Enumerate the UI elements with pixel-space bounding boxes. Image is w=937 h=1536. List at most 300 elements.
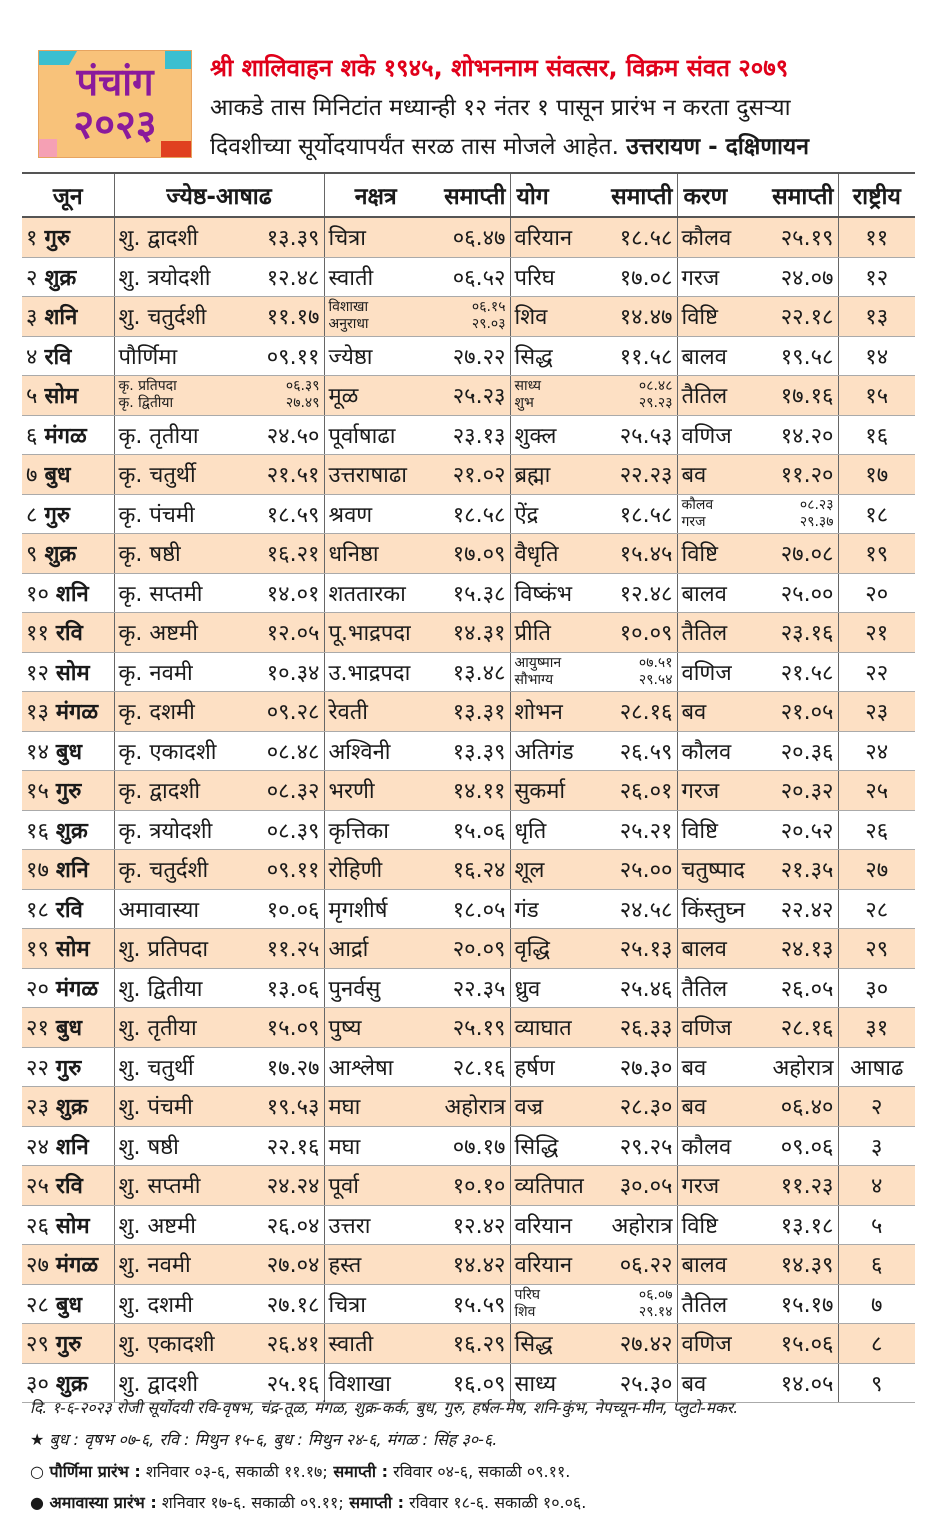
header-note-line1: आकडे तास मिनिटांत मध्यान्ही १२ नंतर १ पासून प्रारंभ न करता दुसऱ्या (210, 95, 791, 121)
table-row (22, 771, 915, 811)
nakshatra-cell (324, 297, 427, 337)
nakshatra-end-cell: ०६.४७ (427, 217, 510, 257)
tithi-end: २७.०४ (266, 1253, 320, 1279)
logo-title: पंचांग (76, 60, 154, 104)
nakshatra-cell: मघा (324, 1126, 427, 1166)
header (0, 0, 937, 170)
yoga-cell: व्याघात (510, 1008, 604, 1048)
tithi-name-1: कृ. प्रतिपदा (118, 378, 177, 395)
yoga-cell (510, 1284, 604, 1324)
nakshatra-end-cell: ०६.५२ (427, 257, 510, 297)
tithi-cell (114, 297, 324, 337)
date-number: २ (26, 265, 38, 291)
nakshatra-cell-2: अनुराधा (328, 316, 369, 333)
table-row (22, 850, 915, 890)
tithi-end: १९.५३ (266, 1095, 320, 1121)
rashtriya-date-cell: ४ (838, 1166, 915, 1206)
date-number: २४ (26, 1134, 49, 1160)
yoga-end-cell: २९.२५ (604, 1126, 677, 1166)
nakshatra-cell: पूर्वा (324, 1166, 427, 1206)
date-cell (22, 297, 114, 337)
nakshatra-cell: हस्त (324, 1245, 427, 1285)
tithi-name: पौर्णिमा (118, 344, 178, 370)
nakshatra-end-cell (427, 297, 510, 337)
col-header-yoga: योग (510, 173, 604, 217)
nakshatra-end-cell: २५.१९ (427, 1008, 510, 1048)
tithi-end: १८.५९ (266, 502, 320, 528)
tithi-cell (114, 810, 324, 850)
yoga-cell: सुकर्मा (510, 771, 604, 811)
table-row (22, 494, 915, 534)
yoga-end-cell: १४.४७ (604, 297, 677, 337)
tithi-cell (114, 494, 324, 534)
nakshatra-cell: मृगशीर्ष (324, 889, 427, 929)
karana-end-cell: ०६.४० (765, 1087, 838, 1127)
tithi-end: १०.३४ (266, 660, 320, 686)
date-number: २८ (26, 1292, 49, 1318)
col-header-karana: करण (677, 173, 765, 217)
yoga-end-cell: २६.५९ (604, 731, 677, 771)
yoga-cell: वज्र (510, 1087, 604, 1127)
nakshatra-cell: विशाखा (324, 1363, 427, 1403)
nakshatra-cell: मूळ (324, 376, 427, 416)
karana-cell: वणिज (677, 415, 765, 455)
tithi-name-2: कृ. द्वितीया (118, 395, 174, 412)
tithi-name: कृ. षष्ठी (118, 542, 181, 568)
yoga-end-cell: १०.०९ (604, 613, 677, 653)
tithi-cell (114, 1047, 324, 1087)
col-header-karana-end: समाप्ती (765, 173, 838, 217)
nakshatra-end-cell: १६.०९ (427, 1363, 510, 1403)
tithi-cell (114, 771, 324, 811)
tithi-cell (114, 1126, 324, 1166)
date-number: १८ (26, 897, 49, 923)
rashtriya-date-cell: १८ (838, 494, 915, 534)
rashtriya-date-cell: ९ (838, 1363, 915, 1403)
karana-end-cell: १४.३९ (765, 1245, 838, 1285)
date-cell (22, 376, 114, 416)
table-row (22, 1245, 915, 1285)
weekday: रवि (55, 1174, 83, 1200)
tithi-end: १२.४८ (266, 265, 320, 291)
col-header-tithi: ज्येष्ठ-आषाढ (114, 173, 324, 217)
table-row (22, 455, 915, 495)
rashtriya-date-cell: १२ (838, 257, 915, 297)
table-row (22, 810, 915, 850)
date-cell (22, 336, 114, 376)
yoga-end-cell-1: ०६.०७ (638, 1286, 673, 1303)
tithi-cell (114, 217, 324, 257)
karana-cell: गरज (677, 771, 765, 811)
tithi-end: २४.२४ (266, 1174, 320, 1200)
date-number: १३ (26, 700, 49, 726)
rashtriya-date-cell: २१ (838, 613, 915, 653)
table-row (22, 1205, 915, 1245)
yoga-cell: विष्कंभ (510, 573, 604, 613)
nakshatra-cell: अश्विनी (324, 731, 427, 771)
tithi-cell (114, 336, 324, 376)
yoga-end-cell: २५.२१ (604, 810, 677, 850)
footer-transits: ★ बुध : वृषभ ०७-६, रवि : मिथुन १५-६, बुध : मिथुन २४-६, मंगळ : सिंह ३०-६. (30, 1430, 498, 1449)
date-cell (22, 217, 114, 257)
tithi-end: १०.०६ (266, 897, 320, 923)
karana-cell: गरज (677, 257, 765, 297)
date-cell (22, 415, 114, 455)
yoga-end-cell: २८.३० (604, 1087, 677, 1127)
karana-end-cell: १७.१६ (765, 376, 838, 416)
karana-end-cell: ०९.०६ (765, 1126, 838, 1166)
nakshatra-cell: भरणी (324, 771, 427, 811)
date-number: ३ (26, 305, 38, 331)
tithi-name: कृ. द्वादशी (118, 779, 201, 805)
yoga-cell-2: सौभाग्य (514, 671, 554, 688)
tithi-cell (114, 1284, 324, 1324)
karana-end-cell: ११.२० (765, 455, 838, 495)
tithi-cell (114, 968, 324, 1008)
yoga-end-cell: ०६.२२ (604, 1245, 677, 1285)
yoga-cell: शोभन (510, 692, 604, 732)
date-cell (22, 1166, 114, 1206)
karana-cell: गरज (677, 1166, 765, 1206)
karana-end-cell: २४.१३ (765, 929, 838, 969)
rashtriya-date-cell: २७ (838, 850, 915, 890)
weekday: बुध (55, 1292, 82, 1318)
date-cell (22, 494, 114, 534)
rashtriya-date-cell: १७ (838, 455, 915, 495)
tithi-cell (114, 1324, 324, 1364)
karana-end-cell: २३.१६ (765, 613, 838, 653)
yoga-cell: ब्रह्मा (510, 455, 604, 495)
yoga-cell: प्रीति (510, 613, 604, 653)
tithi-name: शु. तृतीया (118, 1016, 197, 1042)
date-number: ११ (26, 621, 49, 647)
table-row (22, 968, 915, 1008)
weekday: शुक्र (55, 1095, 88, 1121)
tithi-cell (114, 1087, 324, 1127)
date-number: २६ (26, 1213, 49, 1239)
date-cell (22, 771, 114, 811)
date-number: १ (26, 226, 38, 252)
yoga-cell: सिद्ध (510, 1324, 604, 1364)
rashtriya-date-cell: २३ (838, 692, 915, 732)
date-number: २७ (26, 1253, 49, 1279)
yoga-cell-2: शुभ (514, 395, 534, 412)
yoga-cell: अतिगंड (510, 731, 604, 771)
karana-cell: बव (677, 1047, 765, 1087)
karana-end-cell: १९.५८ (765, 336, 838, 376)
tithi-name: कृ. दशमी (118, 700, 195, 726)
nakshatra-cell: आर्द्रा (324, 929, 427, 969)
tithi-end: १२.०५ (266, 621, 320, 647)
yoga-end-cell: १२.४८ (604, 573, 677, 613)
nakshatra-end-cell: १३.३१ (427, 692, 510, 732)
tithi-cell (114, 534, 324, 574)
date-cell (22, 257, 114, 297)
nakshatra-cell: मघा (324, 1087, 427, 1127)
weekday: शनि (55, 1134, 89, 1160)
date-number: २० (26, 976, 49, 1002)
yoga-end-cell-1: ०८.४८ (638, 378, 673, 395)
yoga-cell: सिद्ध (510, 336, 604, 376)
ayana-label: उत्तरायण - दक्षिणायन (626, 134, 810, 160)
logo-year: २०२३ (73, 102, 157, 148)
tithi-name: शु. प्रतिपदा (118, 937, 209, 963)
yoga-cell-1: परिघ (514, 1286, 541, 1303)
yoga-cell: व्यतिपात (510, 1166, 604, 1206)
table-row (22, 1166, 915, 1206)
karana-end-cell: १५.१७ (765, 1284, 838, 1324)
date-cell (22, 968, 114, 1008)
karana-cell: बव (677, 455, 765, 495)
tithi-cell (114, 415, 324, 455)
karana-end-cell-2: २९.३७ (799, 513, 834, 530)
weekday: शनि (55, 581, 89, 607)
yoga-end-cell-2: २९.२३ (638, 395, 673, 412)
yoga-end-cell: २२.२३ (604, 455, 677, 495)
karana-cell: तैतिल (677, 968, 765, 1008)
tithi-end: १४.०१ (266, 581, 320, 607)
tithi-name: कृ. तृतीया (118, 423, 199, 449)
nakshatra-end-cell: २२.३५ (427, 968, 510, 1008)
tithi-cell (114, 376, 324, 416)
karana-end-cell: १३.१८ (765, 1205, 838, 1245)
yoga-cell: गंड (510, 889, 604, 929)
nakshatra-end-cell-2: २९.०३ (471, 316, 506, 333)
tithi-cell (114, 1008, 324, 1048)
table-row (22, 652, 915, 692)
nakshatra-end-cell: १४.३१ (427, 613, 510, 653)
rashtriya-date-cell: २० (838, 573, 915, 613)
tithi-end: २१.५१ (266, 463, 320, 489)
tithi-name: शु. षष्ठी (118, 1134, 179, 1160)
nakshatra-end-cell: २५.२३ (427, 376, 510, 416)
yoga-end-cell: १७.०८ (604, 257, 677, 297)
yoga-end-cell: २६.३३ (604, 1008, 677, 1048)
date-number: २९ (26, 1332, 49, 1358)
yoga-cell: धृति (510, 810, 604, 850)
weekday: सोम (55, 660, 90, 686)
karana-cell: विष्टि (677, 1205, 765, 1245)
tithi-cell (114, 889, 324, 929)
date-number: ६ (26, 423, 38, 449)
nakshatra-end-cell: २०.०९ (427, 929, 510, 969)
karana-cell: तैतिल (677, 1284, 765, 1324)
karana-end-cell: २१.३५ (765, 850, 838, 890)
nakshatra-end-cell: २७.२२ (427, 336, 510, 376)
nakshatra-cell: आश्लेषा (324, 1047, 427, 1087)
karana-end-cell: २१.५८ (765, 652, 838, 692)
tithi-name: शु. चतुर्दशी (118, 305, 207, 331)
col-header-nakshatra-end: समाप्ती (427, 173, 510, 217)
karana-end-cell: २२.४२ (765, 889, 838, 929)
date-cell (22, 1008, 114, 1048)
weekday: बुध (55, 739, 82, 765)
yoga-cell: वृद्धि (510, 929, 604, 969)
tithi-name: कृ. त्रयोदशी (118, 818, 213, 844)
nakshatra-cell: पुष्य (324, 1008, 427, 1048)
weekday: शुक्र (55, 818, 88, 844)
date-cell (22, 573, 114, 613)
weekday: शुक्र (44, 542, 77, 568)
tithi-end: १३.०६ (266, 976, 320, 1002)
tithi-cell (114, 613, 324, 653)
yoga-cell (510, 376, 604, 416)
yoga-end-cell: २५.४६ (604, 968, 677, 1008)
yoga-cell: साध्य (510, 1363, 604, 1403)
tithi-end: २४.५० (266, 423, 320, 449)
date-number: २२ (26, 1055, 49, 1081)
date-number: २१ (26, 1016, 49, 1042)
nakshatra-cell: कृत्तिका (324, 810, 427, 850)
karana-cell: बालव (677, 336, 765, 376)
date-cell (22, 850, 114, 890)
karana-end-cell: १४.०५ (765, 1363, 838, 1403)
karana-cell (677, 494, 765, 534)
weekday: शुक्र (44, 265, 77, 291)
yoga-end-cell: २४.५८ (604, 889, 677, 929)
weekday: गुरु (55, 779, 82, 805)
tithi-cell (114, 929, 324, 969)
karana-cell: वणिज (677, 1008, 765, 1048)
nakshatra-end-cell: २१.०२ (427, 455, 510, 495)
karana-end-cell: ११.२३ (765, 1166, 838, 1206)
table-row (22, 613, 915, 653)
table-row (22, 1008, 915, 1048)
date-cell (22, 1284, 114, 1324)
yoga-cell: ध्रुव (510, 968, 604, 1008)
karana-cell: विष्टि (677, 534, 765, 574)
yoga-cell (510, 652, 604, 692)
tithi-end: ०८.३९ (266, 818, 320, 844)
nakshatra-cell-1: विशाखा (328, 299, 369, 316)
tithi-name: कृ. अष्टमी (118, 621, 198, 647)
tithi-name: कृ. एकादशी (118, 739, 217, 765)
date-cell (22, 1205, 114, 1245)
weekday: रवि (44, 344, 72, 370)
karana-end-cell-1: ०८.२३ (799, 496, 834, 513)
yoga-end-cell: २५.३० (604, 1363, 677, 1403)
nakshatra-cell: चित्रा (324, 1284, 427, 1324)
weekday: सोम (55, 937, 90, 963)
yoga-end-cell: ३०.०५ (604, 1166, 677, 1206)
weekday: रवि (55, 621, 83, 647)
nakshatra-cell: उ.भाद्रपदा (324, 652, 427, 692)
tithi-cell (114, 850, 324, 890)
tithi-name: शु. द्वितीया (118, 976, 203, 1002)
tithi-name: शु. चतुर्थी (118, 1055, 194, 1081)
date-number: ३० (26, 1371, 49, 1397)
rashtriya-date-cell: २६ (838, 810, 915, 850)
karana-end-cell: २०.३२ (765, 771, 838, 811)
nakshatra-end-cell: १३.४८ (427, 652, 510, 692)
date-cell (22, 1087, 114, 1127)
weekday: गुरु (44, 502, 70, 528)
nakshatra-cell: रेवती (324, 692, 427, 732)
nakshatra-end-cell: १२.४२ (427, 1205, 510, 1245)
tithi-name: शु. नवमी (118, 1253, 191, 1279)
table-row (22, 1284, 915, 1324)
karana-cell: चतुष्पाद (677, 850, 765, 890)
tithi-end-2: २७.४९ (285, 395, 320, 412)
rashtriya-date-cell: २२ (838, 652, 915, 692)
date-number: ४ (26, 344, 38, 370)
date-number: १५ (26, 779, 49, 805)
karana-end-cell: २८.१६ (765, 1008, 838, 1048)
date-cell (22, 1245, 114, 1285)
nakshatra-end-cell: २८.१६ (427, 1047, 510, 1087)
nakshatra-cell: पू.भाद्रपदा (324, 613, 427, 653)
tithi-end: ०८.४८ (266, 739, 320, 765)
yoga-end-cell: १८.५८ (604, 217, 677, 257)
date-cell (22, 929, 114, 969)
nakshatra-end-cell: १५.३८ (427, 573, 510, 613)
table-row (22, 573, 915, 613)
tithi-name: कृ. नवमी (118, 660, 193, 686)
yoga-cell: शिव (510, 297, 604, 337)
yoga-end-cell-2: २९.१४ (638, 1303, 673, 1320)
karana-cell: किंस्तुघ्न (677, 889, 765, 929)
tithi-end: २२.१६ (266, 1134, 320, 1160)
tithi-end: ०९.११ (266, 344, 320, 370)
tithi-end: ०९.२८ (266, 700, 320, 726)
tithi-name: शु. सप्तमी (118, 1174, 201, 1200)
yoga-end-cell (604, 1284, 677, 1324)
footer-purnima: ○ पौर्णिमा प्रारंभ : शनिवार ०३-६, सकाळी ११.१७; समाप्ती : रविवार ०४-६, सकाळी ०९.११. (30, 1462, 571, 1481)
nakshatra-cell: ज्येष्ठा (324, 336, 427, 376)
tithi-name: कृ. चतुर्थी (118, 463, 196, 489)
karana-cell: बव (677, 1087, 765, 1127)
date-cell (22, 692, 114, 732)
nakshatra-end-cell: १५.०६ (427, 810, 510, 850)
nakshatra-cell: श्रवण (324, 494, 427, 534)
weekday: शनि (55, 858, 89, 884)
date-cell (22, 1324, 114, 1364)
tithi-end: १६.२१ (266, 542, 320, 568)
panchang-logo (38, 50, 192, 158)
weekday: मंगळ (55, 1253, 99, 1279)
table-row (22, 415, 915, 455)
tithi-cell (114, 731, 324, 771)
rashtriya-date-cell: १३ (838, 297, 915, 337)
date-number: ९ (26, 542, 38, 568)
tithi-cell (114, 1205, 324, 1245)
karana-cell: बव (677, 692, 765, 732)
table-row (22, 1126, 915, 1166)
nakshatra-cell: चित्रा (324, 217, 427, 257)
col-header-rashtriya: राष्ट्रीय (838, 173, 915, 217)
weekday: रवि (55, 897, 83, 923)
nakshatra-end-cell: १६.२४ (427, 850, 510, 890)
karana-end-cell: २५.०० (765, 573, 838, 613)
weekday: शुक्र (55, 1371, 88, 1397)
date-number: २३ (26, 1095, 49, 1121)
date-number: २५ (26, 1174, 49, 1200)
date-cell (22, 889, 114, 929)
nakshatra-end-cell: अहोरात्र (427, 1087, 510, 1127)
karana-end-cell: १४.२० (765, 415, 838, 455)
date-cell (22, 455, 114, 495)
table-row (22, 297, 915, 337)
tithi-name: शु. दशमी (118, 1292, 193, 1318)
tithi-end: २५.१६ (266, 1371, 320, 1397)
yoga-cell-2: शिव (514, 1303, 536, 1320)
nakshatra-end-cell: १५.५९ (427, 1284, 510, 1324)
yoga-cell: शूल (510, 850, 604, 890)
yoga-cell: वैधृति (510, 534, 604, 574)
table-row (22, 376, 915, 416)
tithi-end: १७.२७ (266, 1055, 320, 1081)
tithi-name: शु. द्वादशी (118, 1371, 199, 1397)
